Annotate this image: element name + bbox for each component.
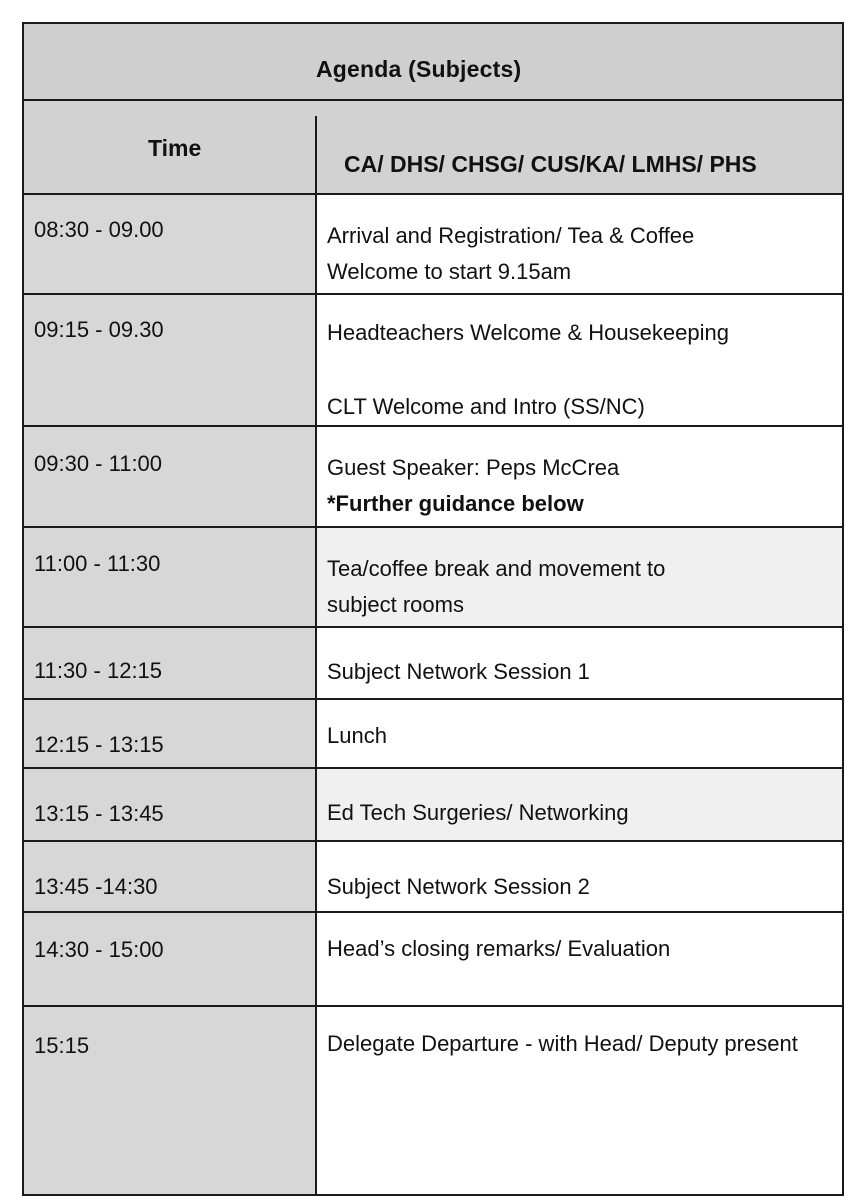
time-value: 13:15 - 13:45: [34, 801, 164, 826]
subject-line: Tea/coffee break and movement to: [327, 556, 666, 581]
subject-cell: [317, 700, 842, 767]
subject-cell: [317, 528, 842, 626]
time-cell: [24, 295, 315, 425]
subject-cell: [317, 842, 842, 911]
subject-line: Delegate Departure - with Head/ Deputy present: [327, 1031, 798, 1056]
subject-line: Subject Network Session 2: [327, 874, 590, 899]
time-cell: [24, 628, 315, 698]
subject-cell: [317, 913, 842, 1005]
table-row: [24, 700, 842, 769]
time-value: 09:30 - 11:00: [34, 451, 163, 476]
time-cell: [24, 842, 315, 911]
time-value: 08:30 - 09.00: [34, 217, 164, 242]
time-value: 14:30 - 15:00: [34, 937, 164, 962]
agenda-title-bar: [24, 24, 842, 101]
table-row: [24, 1007, 842, 1194]
subject-text: [327, 218, 825, 290]
table-row: [24, 628, 842, 700]
table-row: [24, 913, 842, 1007]
time-column-header: Time: [148, 135, 202, 161]
time-value: 13:45 -14:30: [34, 874, 158, 899]
time-value: 15:15: [34, 1033, 90, 1058]
subject-line: subject rooms: [327, 592, 464, 617]
agenda-title: Agenda (Subjects): [316, 56, 522, 82]
time-value: 12:15 - 13:15: [34, 732, 164, 757]
table-row: [24, 528, 842, 628]
subject-text: [327, 450, 825, 522]
time-cell: [24, 528, 315, 626]
subject-line: Guest Speaker: Peps McCrea: [327, 455, 620, 480]
time-value: 11:00 - 11:30: [34, 551, 161, 576]
subject-line: Arrival and Registration/ Tea & Coffee: [327, 223, 695, 248]
time-cell: [24, 700, 315, 767]
time-cell: [24, 1007, 315, 1194]
subject-cell: [317, 628, 842, 698]
subject-line: Subject Network Session 1: [327, 659, 590, 684]
table-row: [24, 427, 842, 528]
subject-cell: [317, 195, 842, 293]
subject-line: Lunch: [327, 723, 387, 748]
subject-line: Head’s closing remarks/ Evaluation: [327, 936, 671, 961]
subject-line: Ed Tech Surgeries/ Networking: [327, 800, 629, 825]
subject-cell: [317, 427, 842, 526]
time-cell: [24, 913, 315, 1005]
subject-line: CLT Welcome and Intro (SS/NC): [327, 394, 645, 419]
subject-cell: [317, 769, 842, 840]
time-cell: [24, 427, 315, 526]
subject-cell: [317, 1007, 842, 1194]
agenda-table: [22, 22, 844, 1196]
subject-line: Headteachers Welcome & Housekeeping: [327, 320, 729, 345]
time-cell: [24, 769, 315, 840]
time-value: 11:30 - 12:15: [34, 658, 163, 683]
table-row: [24, 195, 842, 295]
subject-column-header: CA/ DHS/ CHSG/ CUS/KA/ LMHS/ PHS: [344, 151, 757, 177]
guidance-note: *Further guidance below: [327, 491, 584, 516]
time-value: 09:15 - 09.30: [34, 317, 164, 342]
subject-line: Welcome to start 9.15am: [327, 259, 572, 284]
table-header-row: [24, 101, 842, 195]
time-cell: [24, 195, 315, 293]
column-divider: [315, 116, 317, 1196]
subject-text: [327, 551, 825, 623]
table-row: [24, 842, 842, 913]
subject-cell: [317, 295, 842, 425]
table-row: [24, 295, 842, 427]
table-row: [24, 769, 842, 842]
